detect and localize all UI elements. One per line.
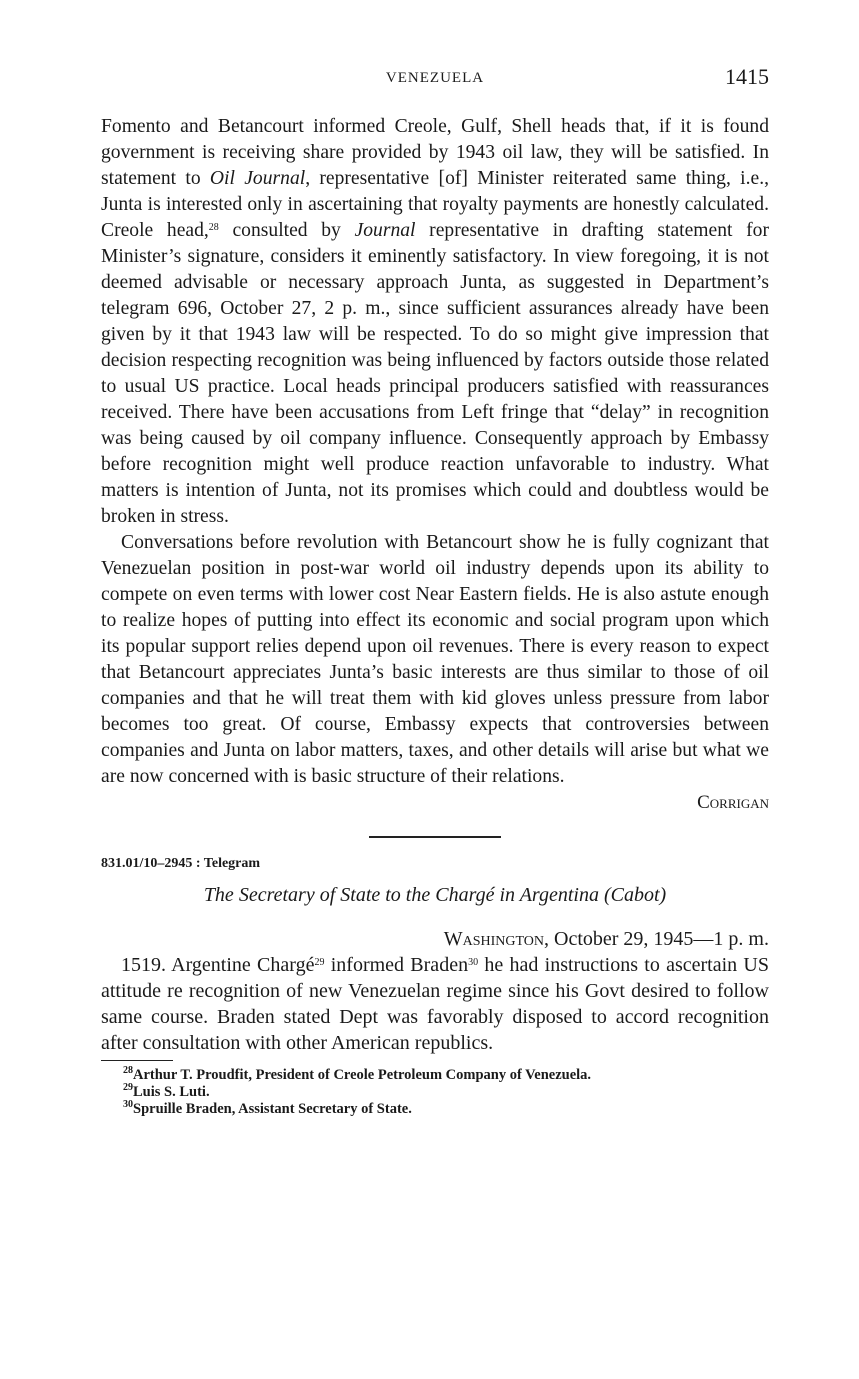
footnotes xyxy=(101,1067,769,1118)
dateline-place: Washington xyxy=(443,928,545,950)
footnote-ref-30: 30 xyxy=(468,957,479,968)
paragraph-1: Fomento and Betancourt informed Creole, Gulf, Shell heads that, if it is found government is receiving share provided by 1943 oil law, they will be satisfied. In statement to Oil Journal, representative [of] Minister reiterated same thing, i.e., Junta is interested only in ascertaining that royalty payments are honestly calculated. Creole head,$^{28}$ consulted by Journal representative in drafting statement for Minister’s signature, considers it eminently satisfactory. In view foregoing, it is not deemed advisable or necessary approach Junta, as suggested in Department’s telegram 696, October 27, 2 p. m., since sufficient assurances already have been given by it that 1943 law will be respected. To do so might give impression that decision respecting recognition was being influenced by factors outside those related to usual US practice. Local heads principal producers satisfied with reassurances received. There have been accusations from Left fringe that “delay” in recognition was being caused by oil company influence. Consequently approach by Embassy before recognition might well produce reaction unfavorable to industry. What matters is intention of Junta, not its promises which could and doubtless would be broken in stress. xyxy=(101,116,769,527)
file-reference: 831.01/10–2945 : Telegram xyxy=(101,856,261,871)
signature: Corrigan xyxy=(697,792,769,813)
telegram-1519-body: 1519. Argentine Chargé$^{29}$ informed Braden$^{30}$ he had instructions to ascertain US attitude re recognition of new Venezuelan regime since his Govt desired to follow same course. Braden stated Dept was favorably disposed to accord recognition after consultation with other American republics. xyxy=(101,954,769,1054)
section-divider xyxy=(369,836,501,838)
paragraph-2: Conversations before revolution with Betancourt show he is fully cognizant that Venezuelan position in post-war world oil industry depends upon its ability to compete on even terms with lower cost Near Eastern fields. He is also astute enough to realize hopes of putting into effect its economic and social program upon which its popular support relies depend upon oil revenues. There is every reason to expect that Betancourt appreciates Junta’s basic interests are thus similar to those of oil companies and that he will treat them with kid gloves unless pressure from labor becomes too great. Of course, Embassy expects that controversies between companies and Junta on labor matters, taxes, and other details will arise but what we are now concerned with is basic structure of their relations. xyxy=(101,532,769,787)
page-header xyxy=(101,64,769,98)
title-name: Cabot xyxy=(610,884,660,906)
document-title: The Secretary of State to the Chargé in Argentina (Cabot) xyxy=(203,884,667,906)
telegram-body-venezuela xyxy=(101,114,769,816)
page-number: 1415 xyxy=(725,64,769,89)
document-page xyxy=(101,64,769,1118)
footnote-ref-28: 28 xyxy=(208,222,219,233)
footnote-29: $^{29}$Luis S. Luti. xyxy=(123,1082,210,1100)
journal-title-short: Journal xyxy=(354,220,416,241)
journal-title: Oil Journal xyxy=(209,168,306,189)
footnote-ref-29: 29 xyxy=(314,957,325,968)
dateline-date: , October 29, 1945—1 p. m. xyxy=(544,928,769,950)
footnote-28: $^{28}$Arthur T. Proudfit, President of Creole Petroleum Company of Venezuela. xyxy=(123,1065,592,1083)
dateline xyxy=(101,926,769,952)
footnote-divider xyxy=(101,1060,173,1061)
footnote-30: $^{30}$Spruille Braden, Assistant Secretary of State. xyxy=(123,1099,412,1117)
running-title: VENEZUELA xyxy=(385,70,485,86)
